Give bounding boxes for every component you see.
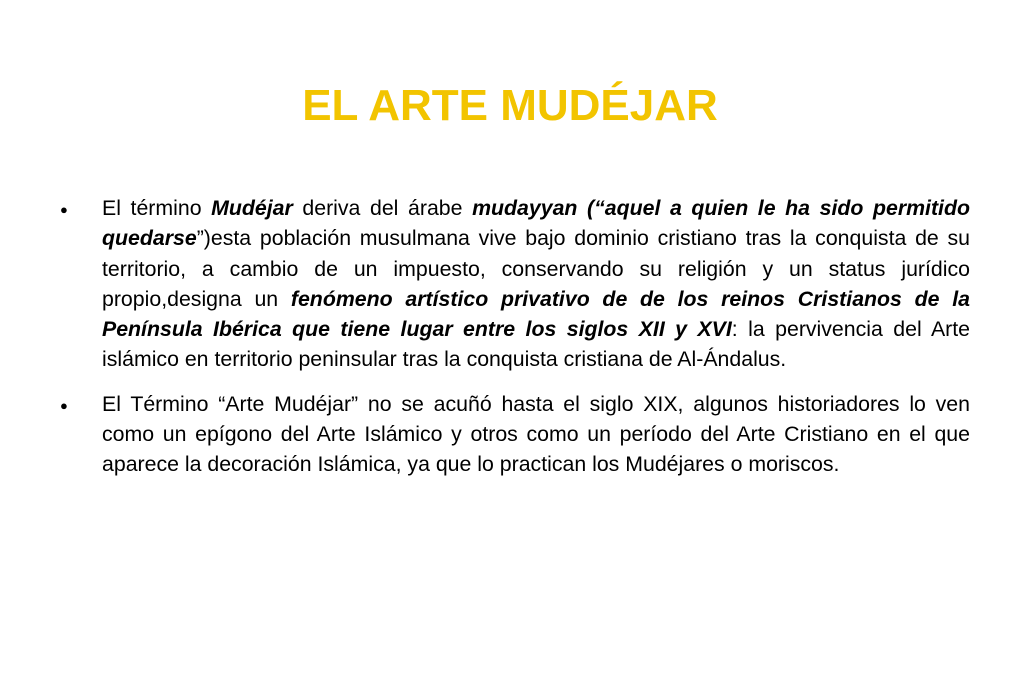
text-segment: : la pervivencia del Arte islámico en territorio peninsular tras la conquista cristiana de Al-Ándalus. <box>102 317 971 372</box>
bullet-dot-icon: ● <box>60 397 68 413</box>
text-segment: deriva del árabe <box>292 196 473 220</box>
emphasis-segment: Mudéjar <box>211 196 293 220</box>
emphasis-segment: fenómeno artístico privativo de de los reinos Cristianos de la Península Ibérica que tiene lugar entre los siglos XII y XVI <box>102 286 970 342</box>
text-segment: ”)esta población musulmana vive bajo dominio cristiano tras la conquista de su territorio, a cambio de un impuesto, conservando su religión y un status jurídico propio,designa un <box>102 226 970 311</box>
text-segment: El Término “Arte Mudéjar” no se acuñó hasta el siglo XIX, algunos historiadores lo ven como un epígono del Arte Islámico y otros como un período del Arte Cristiano en el que aparece la decoración Islámica, ya que lo practican los Mudéjares o moriscos. <box>102 391 970 477</box>
bullet-dot-icon: ● <box>60 202 68 217</box>
bullet-list <box>60 193 970 494</box>
bullet-text <box>102 193 970 375</box>
text-segment: El término <box>102 196 212 220</box>
bullet-text <box>102 389 970 480</box>
bullet-item-term-origin <box>60 389 970 480</box>
slide-title: EL ARTE MUDÉJAR <box>302 81 718 130</box>
emphasis-segment: mudayyan (“aquel a quien le ha sido permitido quedarse <box>102 196 970 251</box>
bullet-item-mudejar-definition <box>60 193 970 375</box>
